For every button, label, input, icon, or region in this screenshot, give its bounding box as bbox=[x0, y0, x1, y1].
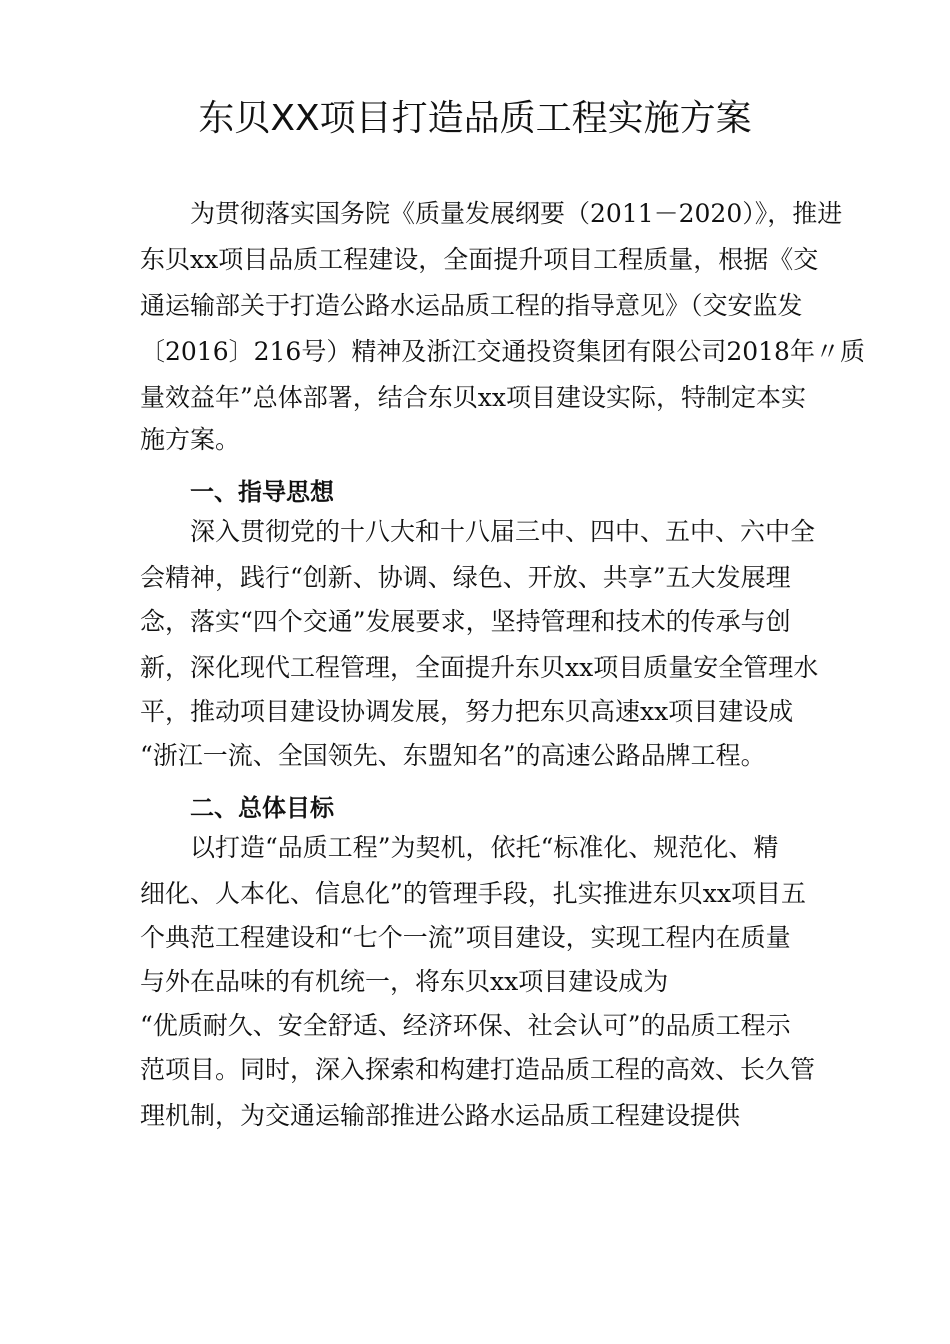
section1-line: 平，推动项目建设协调发展，努力把东贝高速xx项目建设成 bbox=[140, 697, 794, 726]
intro-line: 〔2016〕216号）精神及浙江交通投资集团有限公司2018年〃质 bbox=[140, 337, 865, 366]
section1-line: 念，落实“四个交通”发展要求，坚持管理和技术的传承与创 bbox=[140, 607, 791, 636]
section2-line: 个典范工程建设和“七个一流”项目建设，实现工程内在质量 bbox=[140, 923, 791, 952]
intro-line: 通运输部关于打造公路水运品质工程的指导意见》（交安监发 bbox=[140, 291, 803, 320]
section1-line: 深入贯彻党的十八大和十八届三中、四中、五中、六中全 bbox=[190, 517, 816, 546]
section-heading-overall-goal: 二、总体目标 bbox=[190, 794, 334, 822]
intro-line: 施方案。 bbox=[140, 425, 241, 454]
section1-line: 会精神，践行“创新、协调、绿色、开放、共享”五大发展理 bbox=[140, 563, 791, 592]
section2-line: 与外在品味的有机统一，将东贝xx项目建设成为 bbox=[140, 967, 669, 996]
section1-line: “浙江一流、全国领先、东盟知名”的高速公路品牌工程。 bbox=[140, 741, 766, 770]
section2-line: “优质耐久、安全舒适、经济环保、社会认可”的品质工程示 bbox=[140, 1011, 791, 1040]
intro-line: 为贯彻落实国务院《质量发展纲要（2011－2020）》，推进 bbox=[190, 199, 843, 228]
section-heading-guiding-ideology: 一、指导思想 bbox=[190, 478, 334, 506]
section1-line: 新，深化现代工程管理，全面提升东贝xx项目质量安全管理水 bbox=[140, 653, 819, 682]
section2-line: 以打造“品质工程”为契机，依托“标准化、规范化、精 bbox=[190, 833, 779, 862]
intro-line: 东贝xx项目品质工程建设，全面提升项目工程质量，根据《交 bbox=[140, 245, 819, 274]
section2-line: 理机制，为交通运输部推进公路水运品质工程建设提供 bbox=[140, 1101, 741, 1130]
document-title: 东贝XX项目打造品质工程实施方案 bbox=[198, 98, 752, 139]
section2-line: 细化、人本化、信息化”的管理手段，扎实推进东贝xx项目五 bbox=[140, 879, 806, 908]
section2-line: 范项目。同时，深入探索和构建打造品质工程的高效、长久管 bbox=[140, 1055, 816, 1084]
intro-line: 量效益年”总体部署，结合东贝xx项目建设实际，特制定本实 bbox=[140, 383, 806, 412]
